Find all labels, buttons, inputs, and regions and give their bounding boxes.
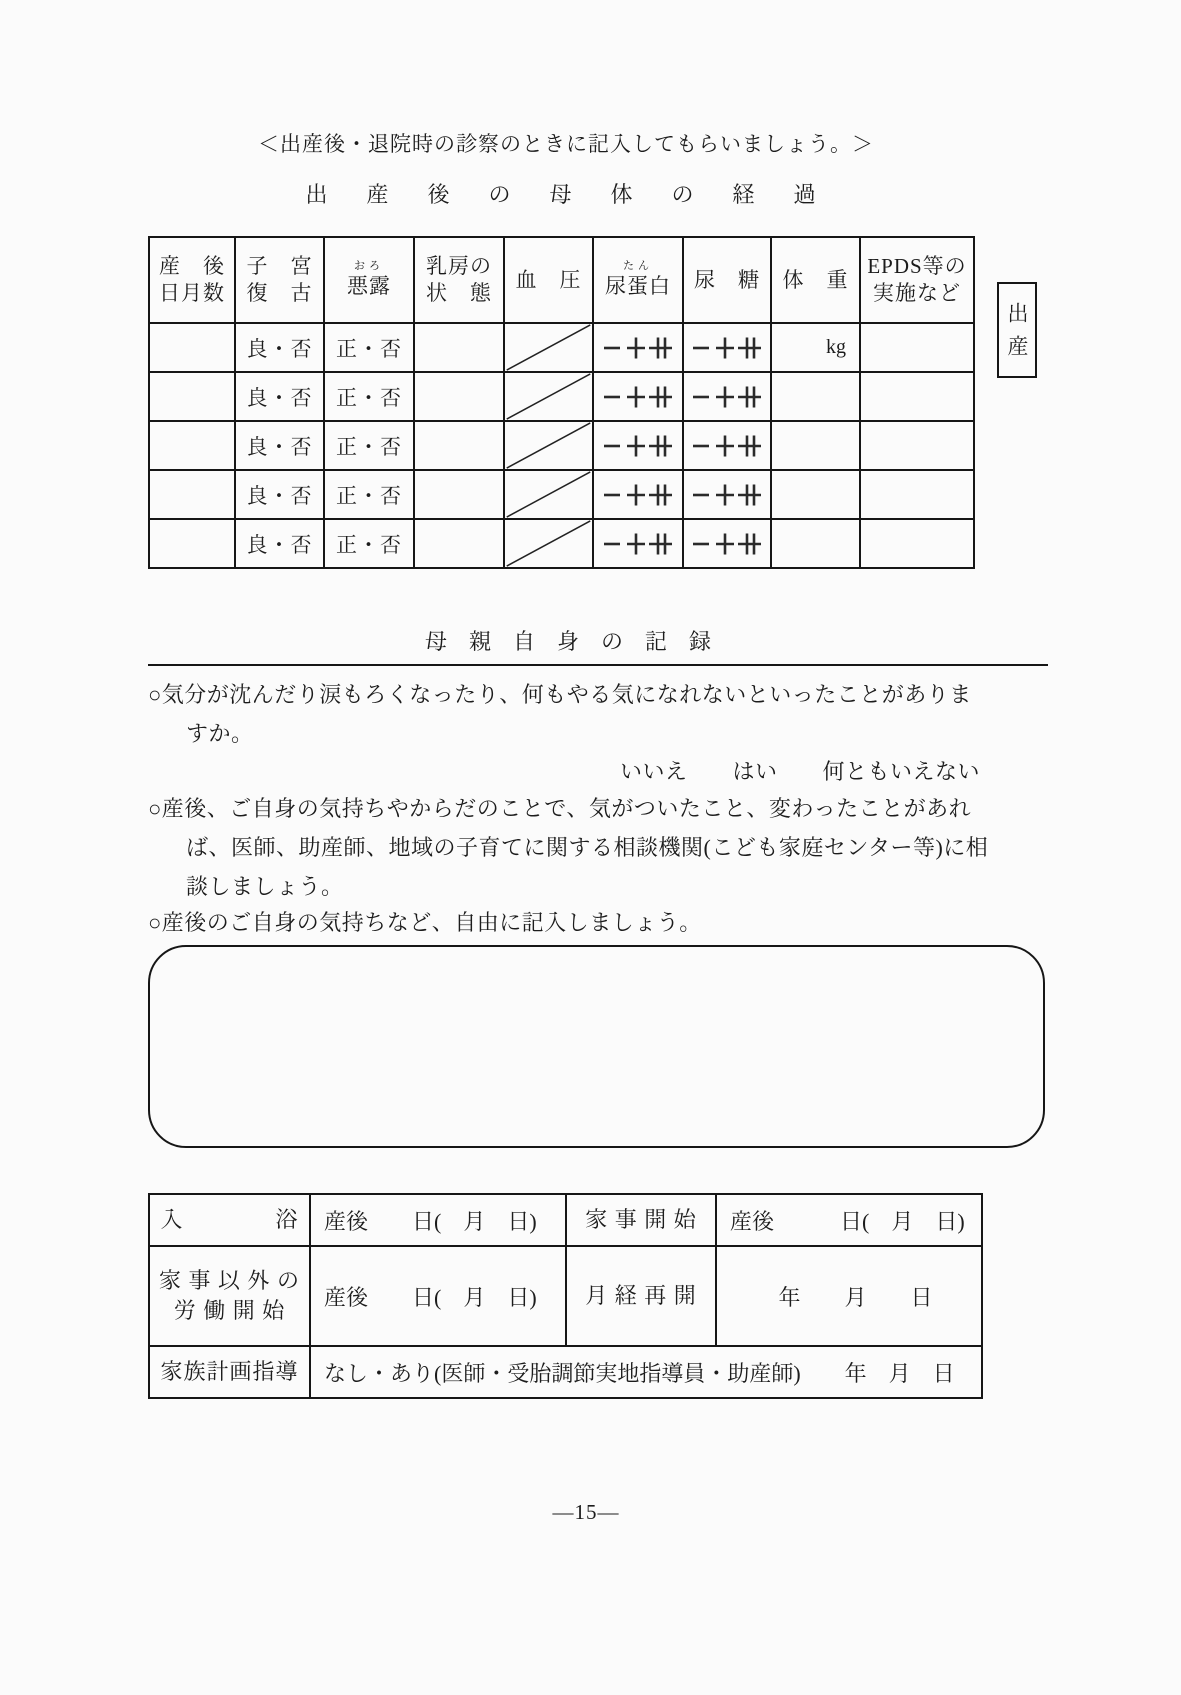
mood-question-line2: すか。 xyxy=(186,721,254,746)
col-header-urine-sugar: 尿 糖 xyxy=(683,237,771,323)
urine-scale-icon xyxy=(692,481,762,509)
epds-field[interactable] xyxy=(860,519,974,568)
blood-pressure-field[interactable] xyxy=(504,372,593,421)
epds-field[interactable] xyxy=(860,421,974,470)
col-header-uterine-involution: 子 宮 復 古 xyxy=(235,237,324,323)
epds-field[interactable] xyxy=(860,323,974,372)
blood-pressure-field[interactable] xyxy=(504,519,593,568)
lochia-choice[interactable]: 正・否 xyxy=(324,323,414,372)
weight-field[interactable] xyxy=(771,421,860,470)
col-header-blood-pressure: 血 圧 xyxy=(504,237,593,323)
tab-delivery-label: 出産 xyxy=(1005,302,1029,368)
urine-sugar-choice[interactable] xyxy=(683,323,771,372)
diagonal-strike-icon xyxy=(505,422,592,469)
housework-start-value[interactable]: 産後 日( 月 日) xyxy=(716,1194,982,1246)
page-title: ＜出産後・退院時の診察のときに記入してもらいましょう。＞ xyxy=(258,132,874,156)
breast-condition-field[interactable] xyxy=(414,470,504,519)
diagonal-strike-icon xyxy=(505,324,592,371)
mood-answer-options[interactable]: いいえ はい 何ともいえない xyxy=(620,759,981,784)
epds-field[interactable] xyxy=(860,470,974,519)
menstruation-restart-value[interactable]: 年 月 日 xyxy=(716,1246,982,1346)
exam-row xyxy=(149,519,974,568)
page-number: —15— xyxy=(552,1500,620,1524)
maternal-table-caption: 出産後の母体の経過 xyxy=(305,182,855,207)
tab-delivery[interactable] xyxy=(997,282,1037,378)
header-row xyxy=(149,237,974,323)
col-header-body-weight: 体 重 xyxy=(771,237,860,323)
postpartum-days-field[interactable] xyxy=(149,323,235,372)
diagonal-strike-icon xyxy=(505,520,592,567)
lochia-choice[interactable]: 正・否 xyxy=(324,470,414,519)
weight-unit: kg xyxy=(826,336,846,358)
self-record-heading: 母親自身の記録 xyxy=(424,629,733,654)
bath-label: 入 浴 xyxy=(149,1194,310,1246)
urine-sugar-choice[interactable] xyxy=(683,470,771,519)
exam-row xyxy=(149,372,974,421)
breast-condition-field[interactable] xyxy=(414,372,504,421)
record-row xyxy=(149,1346,982,1398)
urine-scale-icon xyxy=(692,383,762,411)
urine-scale-icon xyxy=(603,432,673,460)
weight-field[interactable] xyxy=(771,519,860,568)
lochia-choice[interactable]: 正・否 xyxy=(324,519,414,568)
uterine-involution-choice[interactable]: 良・否 xyxy=(235,421,324,470)
urine-sugar-choice[interactable] xyxy=(683,519,771,568)
blood-pressure-field[interactable] xyxy=(504,323,593,372)
urine-protein-choice[interactable] xyxy=(593,470,683,519)
col-header-epds: EPDS等の 実施など xyxy=(860,237,974,323)
bath-value[interactable]: 産後 日( 月 日) xyxy=(310,1194,566,1246)
housework-start-label: 家 事 開 始 xyxy=(566,1194,716,1246)
weight-field[interactable] xyxy=(771,323,860,372)
breast-condition-field[interactable] xyxy=(414,421,504,470)
epds-field[interactable] xyxy=(860,372,974,421)
lochia-choice[interactable]: 正・否 xyxy=(324,421,414,470)
other-labor-start-value[interactable]: 産後 日( 月 日) xyxy=(310,1246,566,1346)
urine-scale-icon xyxy=(603,334,673,362)
free-entry-prompt: ○産後のご自身の気持ちなど、自由に記入しましょう。 xyxy=(148,910,702,935)
urine-scale-icon xyxy=(603,383,673,411)
urine-scale-icon xyxy=(603,530,673,558)
section-divider xyxy=(148,664,1048,666)
diagonal-strike-icon xyxy=(505,373,592,420)
family-planning-value[interactable]: なし・あり(医師・受胎調節実地指導員・助産師) 年 月 日 xyxy=(310,1346,982,1398)
uterine-involution-choice[interactable]: 良・否 xyxy=(235,372,324,421)
postpartum-days-field[interactable] xyxy=(149,470,235,519)
consult-note-line3: 談しましょう。 xyxy=(186,874,344,899)
urine-protein-choice[interactable] xyxy=(593,519,683,568)
col-header-lochia: おろ 悪露 xyxy=(324,237,414,323)
blood-pressure-field[interactable] xyxy=(504,421,593,470)
urine-sugar-choice[interactable] xyxy=(683,372,771,421)
exam-row xyxy=(149,470,974,519)
urine-protein-choice[interactable] xyxy=(593,372,683,421)
uterine-involution-choice[interactable]: 良・否 xyxy=(235,323,324,372)
record-row xyxy=(149,1246,982,1346)
lochia-choice[interactable]: 正・否 xyxy=(324,372,414,421)
col-header-postpartum-days: 産 後 日月数 xyxy=(149,237,235,323)
postpartum-days-field[interactable] xyxy=(149,372,235,421)
breast-condition-field[interactable] xyxy=(414,323,504,372)
urine-protein-choice[interactable] xyxy=(593,323,683,372)
urine-protein-choice[interactable] xyxy=(593,421,683,470)
uterine-involution-choice[interactable]: 良・否 xyxy=(235,519,324,568)
urine-scale-icon xyxy=(603,481,673,509)
postpartum-days-field[interactable] xyxy=(149,421,235,470)
postpartum-record-table xyxy=(148,1193,983,1399)
urine-sugar-choice[interactable] xyxy=(683,421,771,470)
exam-row xyxy=(149,421,974,470)
exam-row xyxy=(149,323,974,372)
col-header-breast-condition: 乳房の 状 態 xyxy=(414,237,504,323)
breast-condition-field[interactable] xyxy=(414,519,504,568)
mood-question-line1: ○気分が沈んだり涙もろくなったり、何もやる気になれないといったことがありま xyxy=(148,682,972,707)
other-labor-start-label: 家 事 以 外 の 労 働 開 始 xyxy=(149,1246,310,1346)
postpartum-days-field[interactable] xyxy=(149,519,235,568)
consult-note-line2: ば、医師、助産師、地域の子育てに関する相談機関(こども家庭センター等)に相 xyxy=(186,835,989,860)
col-header-urine-protein: たん 尿蛋白 xyxy=(593,237,683,323)
postpartum-progress-table xyxy=(148,236,975,569)
uterine-involution-choice[interactable]: 良・否 xyxy=(235,470,324,519)
furigana-lochia: おろ xyxy=(354,260,384,272)
consult-note-line1: ○産後、ご自身の気持ちやからだのことで、気がついたこと、変わったことがあれ xyxy=(148,796,972,821)
diagonal-strike-icon xyxy=(505,471,592,518)
furigana-urine-protein: たん xyxy=(623,260,653,272)
family-planning-label: 家族計画指導 xyxy=(149,1346,310,1398)
menstruation-restart-label: 月 経 再 開 xyxy=(566,1246,716,1346)
record-row xyxy=(149,1194,982,1246)
blood-pressure-field[interactable] xyxy=(504,470,593,519)
free-entry-box[interactable] xyxy=(148,945,1045,1148)
urine-scale-icon xyxy=(692,530,762,558)
urine-scale-icon xyxy=(692,334,762,362)
weight-field[interactable] xyxy=(771,372,860,421)
weight-field[interactable] xyxy=(771,470,860,519)
urine-scale-icon xyxy=(692,432,762,460)
